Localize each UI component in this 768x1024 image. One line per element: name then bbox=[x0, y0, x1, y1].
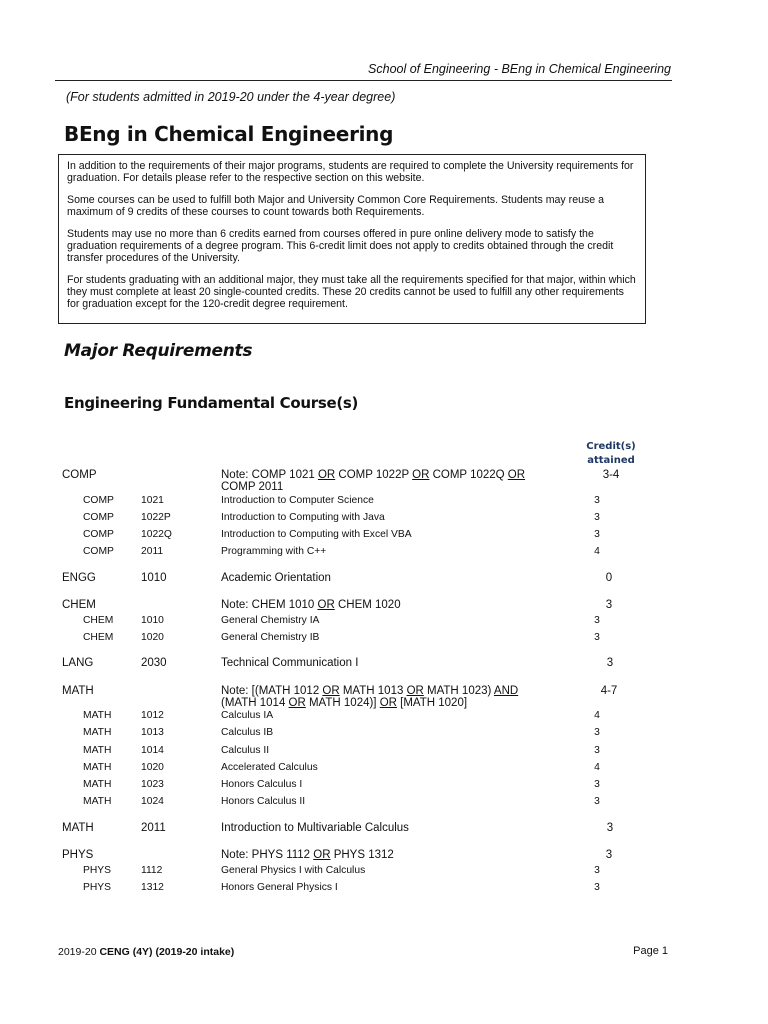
connector-keyword: OR bbox=[412, 469, 430, 481]
credits-value: 3 bbox=[594, 495, 600, 506]
course-title: Honors General Physics I bbox=[221, 882, 338, 893]
credits-value: 3-4 bbox=[602, 469, 620, 481]
subject-code: MATH bbox=[83, 745, 112, 756]
table-row bbox=[0, 495, 768, 512]
requirements-info-box bbox=[58, 154, 646, 324]
course-number: 1022Q bbox=[141, 529, 172, 540]
subject-code: CHEM bbox=[62, 599, 96, 611]
footer-document-id bbox=[58, 946, 234, 958]
course-number: 1010 bbox=[141, 572, 167, 584]
course-title: Introduction to Computing with Java bbox=[221, 512, 385, 523]
credits-value: 0 bbox=[605, 572, 613, 584]
table-row bbox=[0, 796, 768, 813]
subject-code: COMP bbox=[62, 469, 97, 481]
course-number: 2011 bbox=[141, 546, 164, 557]
note-text: PHYS 1312 bbox=[330, 849, 394, 861]
connector-keyword: OR bbox=[288, 697, 306, 709]
info-paragraph: In addition to the requirements of their major programs, students are required to complete the University requirements for graduation. For details please refer to the respective section on this website. bbox=[67, 160, 634, 184]
table-row bbox=[0, 710, 768, 727]
course-number: 1013 bbox=[141, 727, 164, 738]
requirement-note bbox=[221, 599, 401, 611]
note-text: COMP 2011 bbox=[221, 481, 284, 493]
table-row bbox=[0, 762, 768, 779]
course-number: 2011 bbox=[141, 822, 166, 834]
connector-keyword: OR bbox=[313, 849, 331, 861]
connector-keyword: AND bbox=[493, 685, 519, 697]
course-number: 1312 bbox=[141, 882, 164, 893]
table-row bbox=[0, 546, 768, 563]
credits-value: 3 bbox=[594, 632, 600, 643]
table-row bbox=[0, 882, 768, 899]
course-title: Accelerated Calculus bbox=[221, 762, 318, 773]
table-row bbox=[0, 657, 768, 674]
course-number: 1024 bbox=[141, 796, 164, 807]
credits-value: 4 bbox=[594, 762, 600, 773]
course-number: 1020 bbox=[141, 762, 164, 773]
note-text: Note: PHYS 1112 bbox=[221, 849, 314, 861]
course-number: 1021 bbox=[141, 495, 164, 506]
subject-code: MATH bbox=[83, 710, 112, 721]
course-title: Introduction to Multivariable Calculus bbox=[221, 822, 409, 834]
course-title: Calculus IA bbox=[221, 710, 274, 721]
course-number: 2030 bbox=[141, 657, 167, 669]
credits-value: 3 bbox=[594, 745, 600, 756]
course-number: 1012 bbox=[141, 710, 164, 721]
note-text: COMP 1022Q bbox=[429, 469, 508, 481]
course-title: General Physics I with Calculus bbox=[221, 865, 366, 876]
connector-keyword: OR bbox=[322, 685, 340, 697]
note-text: COMP 1022P bbox=[335, 469, 413, 481]
major-requirements-heading: Major Requirements bbox=[64, 341, 253, 361]
table-row bbox=[0, 529, 768, 546]
credits-value: 4 bbox=[594, 546, 600, 557]
connector-keyword: OR bbox=[507, 469, 526, 481]
credits-value: 3 bbox=[605, 849, 613, 861]
credits-value: 3 bbox=[594, 615, 600, 626]
credits-value: 3 bbox=[594, 796, 600, 807]
table-row bbox=[0, 632, 768, 649]
requirement-note bbox=[221, 469, 525, 493]
credits-value: 3 bbox=[594, 882, 600, 893]
subject-code: LANG bbox=[62, 657, 94, 669]
subject-code: COMP bbox=[83, 529, 114, 540]
program-title: BEng in Chemical Engineering bbox=[64, 122, 394, 146]
subject-code: PHYS bbox=[83, 882, 112, 893]
note-text: CHEM 1020 bbox=[334, 599, 401, 611]
subject-code: MATH bbox=[83, 796, 112, 807]
note-text: Note: [(MATH 1012 bbox=[221, 685, 323, 697]
course-number: 1020 bbox=[141, 632, 164, 643]
note-text: Note: COMP 1021 bbox=[221, 469, 318, 481]
info-paragraph: Some courses can be used to fulfill both Major and University Common Core Requirements. Students may reuse a maximum of 9 credits of these courses to count towards both Requirements. bbox=[67, 194, 605, 218]
connector-keyword: OR bbox=[317, 469, 336, 481]
table-row bbox=[0, 865, 768, 882]
note-text: MATH 1024)] bbox=[305, 697, 380, 709]
course-number: 1014 bbox=[141, 745, 164, 756]
subject-code: MATH bbox=[83, 727, 112, 738]
connector-keyword: OR bbox=[406, 685, 424, 697]
course-title: Calculus IB bbox=[221, 727, 274, 738]
credits-value: 3 bbox=[606, 822, 614, 834]
subject-code: MATH bbox=[62, 685, 94, 697]
note-text: [MATH 1020] bbox=[396, 697, 468, 709]
intake-note: (For students admitted in 2019-20 under the 4-year degree) bbox=[66, 90, 396, 104]
note-text: MATH 1023) bbox=[423, 685, 494, 697]
subject-code: CHEM bbox=[83, 632, 114, 643]
credits-value: 3 bbox=[606, 657, 614, 669]
table-row bbox=[0, 745, 768, 762]
course-title: Technical Communication I bbox=[221, 657, 359, 669]
requirement-note bbox=[221, 685, 518, 709]
info-paragraph: Students may use no more than 6 credits earned from courses offered in pure online delivery mode to satisfy the graduation requirements of a degree program. This 6-credit limit does not apply to credits obtained through the credit transfer procedures of the University. bbox=[67, 228, 614, 264]
credits-value: 4 bbox=[594, 710, 600, 721]
credits-column-header: Credit(s) attained bbox=[586, 441, 636, 466]
course-title: Calculus II bbox=[221, 745, 270, 756]
note-text: Note: CHEM 1010 bbox=[221, 599, 318, 611]
subject-code: COMP bbox=[83, 512, 114, 523]
subject-code: MATH bbox=[62, 822, 94, 834]
page-header-title: School of Engineering - BEng in Chemical Engineering bbox=[368, 62, 671, 76]
subject-code: ENGG bbox=[62, 572, 96, 584]
note-text: MATH 1013 bbox=[339, 685, 407, 697]
course-number: 1022P bbox=[141, 512, 171, 523]
subject-code: PHYS bbox=[83, 865, 112, 876]
page-number: Page 1 bbox=[633, 945, 668, 957]
course-number: 1112 bbox=[141, 865, 163, 876]
course-title: General Chemistry IA bbox=[221, 615, 320, 626]
credits-value: 3 bbox=[594, 529, 600, 540]
credits-value: 4-7 bbox=[600, 685, 618, 697]
table-row bbox=[0, 779, 768, 796]
course-title: Honors Calculus II bbox=[221, 796, 306, 807]
subject-code: COMP bbox=[83, 546, 114, 557]
course-number: 1010 bbox=[141, 615, 164, 626]
note-text: 2019-20 bbox=[58, 946, 100, 958]
section-heading: Engineering Fundamental Course(s) bbox=[64, 394, 359, 412]
table-row bbox=[0, 512, 768, 529]
course-title: Programming with C++ bbox=[221, 546, 327, 557]
note-text: (MATH 1014 bbox=[221, 697, 289, 709]
subject-code: PHYS bbox=[62, 849, 94, 861]
course-title: Honors Calculus I bbox=[221, 779, 303, 790]
credits-value: 3 bbox=[594, 865, 600, 876]
credits-value: 3 bbox=[605, 599, 613, 611]
connector-keyword: OR bbox=[379, 697, 397, 709]
connector-keyword: OR bbox=[317, 599, 335, 611]
note-text: CENG (4Y) (2019-20 intake) bbox=[99, 946, 235, 958]
subject-code: MATH bbox=[83, 762, 112, 773]
course-title: Introduction to Computer Science bbox=[221, 495, 374, 506]
table-row bbox=[0, 615, 768, 632]
info-paragraph: For students graduating with an additional major, they must take all the requirements specified for that major, within which they must complete at least 20 single-counted credits. These 20 credits cannot be used to fulfill any other requirements for graduation except for the 120-credit degree requirement. bbox=[67, 274, 636, 310]
requirement-note bbox=[221, 849, 394, 861]
course-title: Academic Orientation bbox=[221, 572, 331, 584]
credits-value: 3 bbox=[594, 512, 600, 523]
table-row bbox=[0, 572, 768, 589]
course-title: Introduction to Computing with Excel VBA bbox=[221, 529, 412, 540]
credits-value: 3 bbox=[594, 727, 600, 738]
credits-value: 3 bbox=[594, 779, 600, 790]
header-divider bbox=[55, 80, 672, 81]
subject-code: MATH bbox=[83, 779, 112, 790]
subject-code: COMP bbox=[83, 495, 114, 506]
subject-code: CHEM bbox=[83, 615, 114, 626]
course-number: 1023 bbox=[141, 779, 164, 790]
course-title: General Chemistry IB bbox=[221, 632, 320, 643]
table-row bbox=[0, 727, 768, 744]
table-row bbox=[0, 822, 768, 839]
